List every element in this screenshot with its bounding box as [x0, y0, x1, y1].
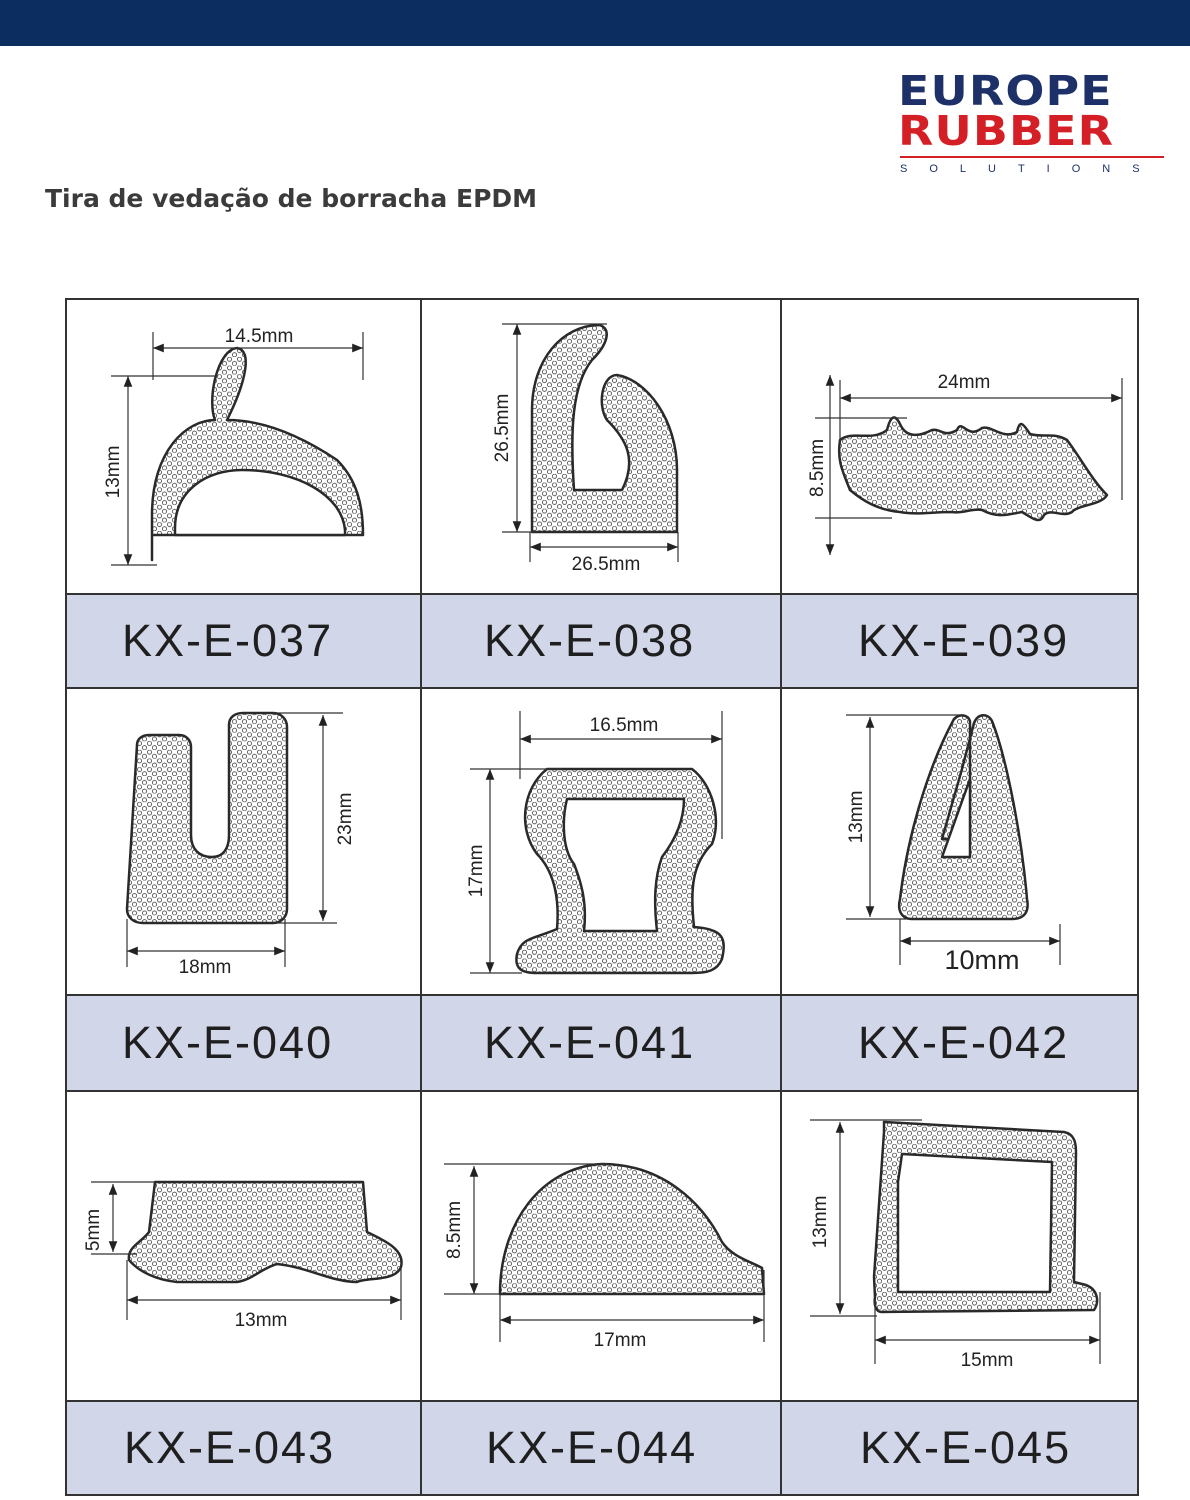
profile-shape: [532, 325, 677, 532]
profile-code: KX-E-043: [124, 1422, 336, 1473]
profile-image-kx-e-043: [67, 1092, 420, 1400]
dimension-width: 10mm: [944, 945, 1020, 975]
dimension-height: 13mm: [103, 445, 124, 499]
profile-image-kx-e-044: [422, 1092, 780, 1400]
dimension-height: 5mm: [83, 1208, 104, 1252]
profile-image-kx-e-037: [67, 300, 420, 593]
top-banner: [0, 0, 1190, 46]
dimension-height: 8.5mm: [444, 1200, 465, 1260]
code-cell-kx-e-043: [67, 1402, 420, 1494]
code-cell-kx-e-041: [422, 996, 780, 1090]
code-cell-kx-e-037: [67, 595, 420, 687]
profile-hollow: [898, 1154, 1052, 1292]
code-cell-kx-e-044: [422, 1402, 780, 1494]
profile-image-kx-e-038: [422, 300, 780, 593]
profile-image-kx-e-042: [782, 689, 1137, 994]
code-cell-kx-e-042: [782, 996, 1137, 1090]
profile-image-kx-e-041: [422, 689, 780, 994]
profile-code: KX-E-040: [122, 1017, 334, 1068]
dimension-width: 18mm: [178, 957, 232, 978]
profile-code: KX-E-037: [122, 615, 334, 666]
logo-line-europe: EUROPE: [898, 67, 1113, 115]
page-title: Tira de vedação de borracha EPDM: [45, 184, 538, 213]
profile-image-kx-e-040: [67, 689, 420, 994]
profile-shape: [500, 1164, 764, 1294]
profile-shape: [839, 417, 1107, 520]
profile-image-kx-e-039: [782, 300, 1137, 593]
dimension-height: 8.5mm: [807, 438, 828, 498]
profile-image-kx-e-045: [782, 1092, 1137, 1400]
dimension-width: 14.5mm: [224, 326, 294, 347]
dimension-width: 13mm: [234, 1310, 288, 1331]
profile-code: KX-E-045: [860, 1422, 1072, 1473]
profile-shape: [129, 1182, 402, 1282]
profile-code: KX-E-038: [484, 615, 696, 666]
dimension-width: 15mm: [960, 1350, 1014, 1371]
dimension-height: 13mm: [846, 790, 867, 844]
dimension-height: 13mm: [810, 1195, 831, 1249]
dimension-width: 26.5mm: [571, 554, 641, 575]
logo-line-rubber: RUBBER: [898, 107, 1115, 155]
profile-code: KX-E-039: [858, 615, 1070, 666]
code-cell-kx-e-045: [782, 1402, 1137, 1494]
dimension-width: 16.5mm: [589, 715, 659, 736]
profile-code: KX-E-041: [484, 1017, 696, 1068]
profile-shape: [127, 713, 287, 923]
code-cell-kx-e-040: [67, 996, 420, 1090]
dimension-width: 17mm: [593, 1330, 647, 1351]
dimension-height: 23mm: [335, 792, 356, 846]
profile-table: [65, 298, 1139, 1496]
logo-line-solutions: SOLUTIONS: [900, 163, 1162, 175]
dimension-height: 17mm: [466, 844, 487, 898]
dimension-height: 26.5mm: [492, 393, 513, 463]
code-cell-kx-e-038: [422, 595, 780, 687]
profile-code: KX-E-042: [858, 1017, 1070, 1068]
europe-rubber-logo: [898, 67, 1168, 180]
dimension-width: 24mm: [937, 372, 991, 393]
logo-divider: [900, 156, 1164, 158]
code-cell-kx-e-039: [782, 595, 1137, 687]
profile-code: KX-E-044: [486, 1422, 698, 1473]
